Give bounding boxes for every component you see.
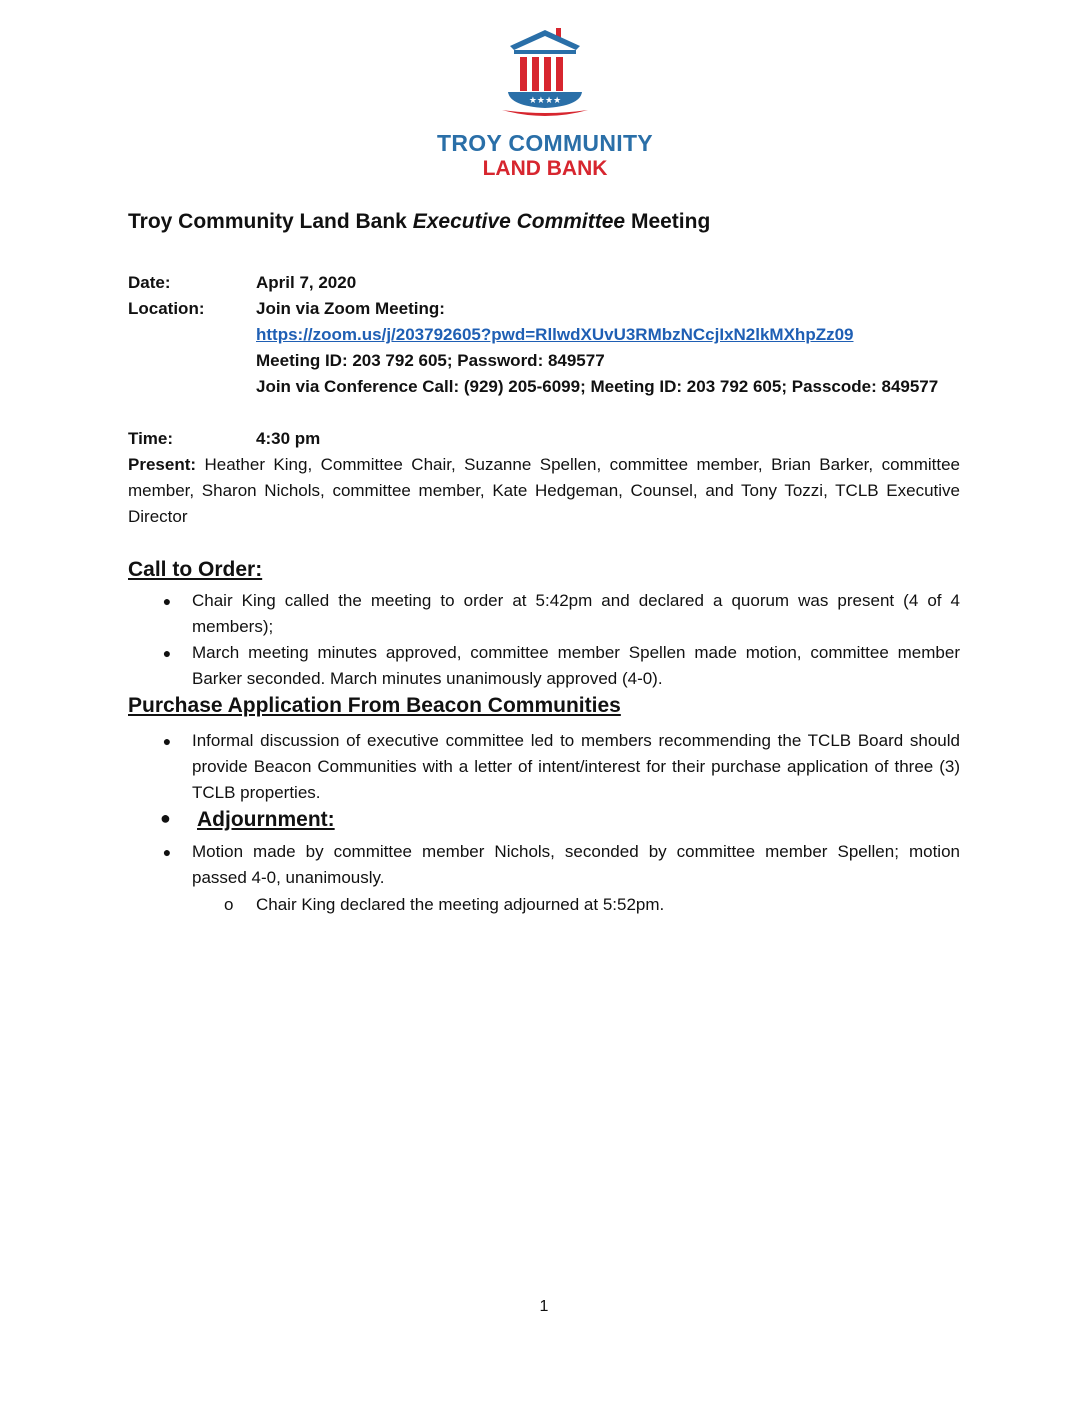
bullet-icon: ● — [162, 733, 172, 749]
conference-call-text: Join via Conference Call: (929) 205-6099; Meeting ID: 203 792 605; Passcode: 849577 — [256, 377, 939, 396]
document-title — [128, 210, 710, 234]
adjournment-heading-item — [160, 808, 335, 832]
purchase-application-heading: Purchase Application From Beacon Communities — [128, 694, 621, 717]
svg-text:★★★★: ★★★★ — [528, 96, 562, 106]
bullet-icon: ● — [162, 844, 172, 860]
time-value: 4:30 pm — [256, 429, 321, 448]
list-item-text: Informal discussion of executive committee led to members recommending the TCLB Board should provide Beacon Communities with a letter of intent/interest for their purchase application of three (3) TCLB properties. — [192, 731, 960, 802]
adjournment-heading: Adjournment: — [197, 808, 335, 831]
page-number: 1 — [539, 1298, 549, 1315]
attendees-paragraph — [128, 452, 960, 530]
list-item-text: Chair King called the meeting to order at 5:42pm and declared a quorum was present (4 of 4 members); — [192, 591, 960, 636]
list-item-text: Motion made by committee member Nichols, seconded by committee member Spellen; motion passed 4-0, unanimously. — [192, 842, 960, 887]
list-item — [160, 839, 960, 891]
capitol-building-logo-icon — [502, 26, 588, 118]
organization-logo — [430, 26, 660, 186]
present-label: Present: — [128, 455, 197, 474]
logo-text-line2: LAND BANK — [482, 157, 608, 180]
location-value — [256, 296, 976, 400]
present-text: Heather King, Committee Chair, Suzanne Spellen, committee member, Brian Barker, committee member, Sharon Nichols, committee member, Kate Hedgeman, Counsel, and Tony Tozzi, TCLB Executive Director — [128, 455, 960, 526]
meeting-id-text: Meeting ID: 203 792 605; Password: 849577 — [256, 351, 605, 370]
location-label: Location: — [128, 299, 205, 318]
zoom-join-text: Join via Zoom Meeting: — [256, 299, 445, 318]
title-italic: Executive Committee — [412, 210, 626, 233]
date-value: April 7, 2020 — [256, 273, 357, 292]
zoom-meeting-link[interactable]: https://zoom.us/j/203792605?pwd=RllwdXUvU3RMbzNCcjIxN2lkMXhpZz09 — [256, 325, 854, 344]
time-label: Time: — [128, 429, 174, 448]
sub-list-item-text: Chair King declared the meeting adjourned at 5:52pm. — [256, 895, 665, 914]
list-item — [160, 640, 960, 692]
sub-list-item — [224, 892, 664, 918]
list-item-text: March meeting minutes approved, committee member Spellen made motion, committee member Barker seconded. March minutes unanimously approved (4-0). — [192, 643, 960, 688]
bullet-icon: ● — [160, 808, 171, 828]
title-prefix: Troy Community Land Bank — [128, 210, 413, 233]
list-item — [160, 728, 960, 806]
logo-text-line1: TROY COMMUNITY — [437, 130, 653, 156]
bullet-icon: ● — [162, 593, 172, 609]
bullet-icon: ● — [162, 645, 172, 661]
title-suffix: Meeting — [625, 210, 711, 233]
list-item — [160, 588, 960, 640]
hollow-bullet-icon: o — [224, 895, 234, 914]
call-to-order-heading: Call to Order: — [128, 558, 263, 581]
date-label: Date: — [128, 273, 171, 292]
